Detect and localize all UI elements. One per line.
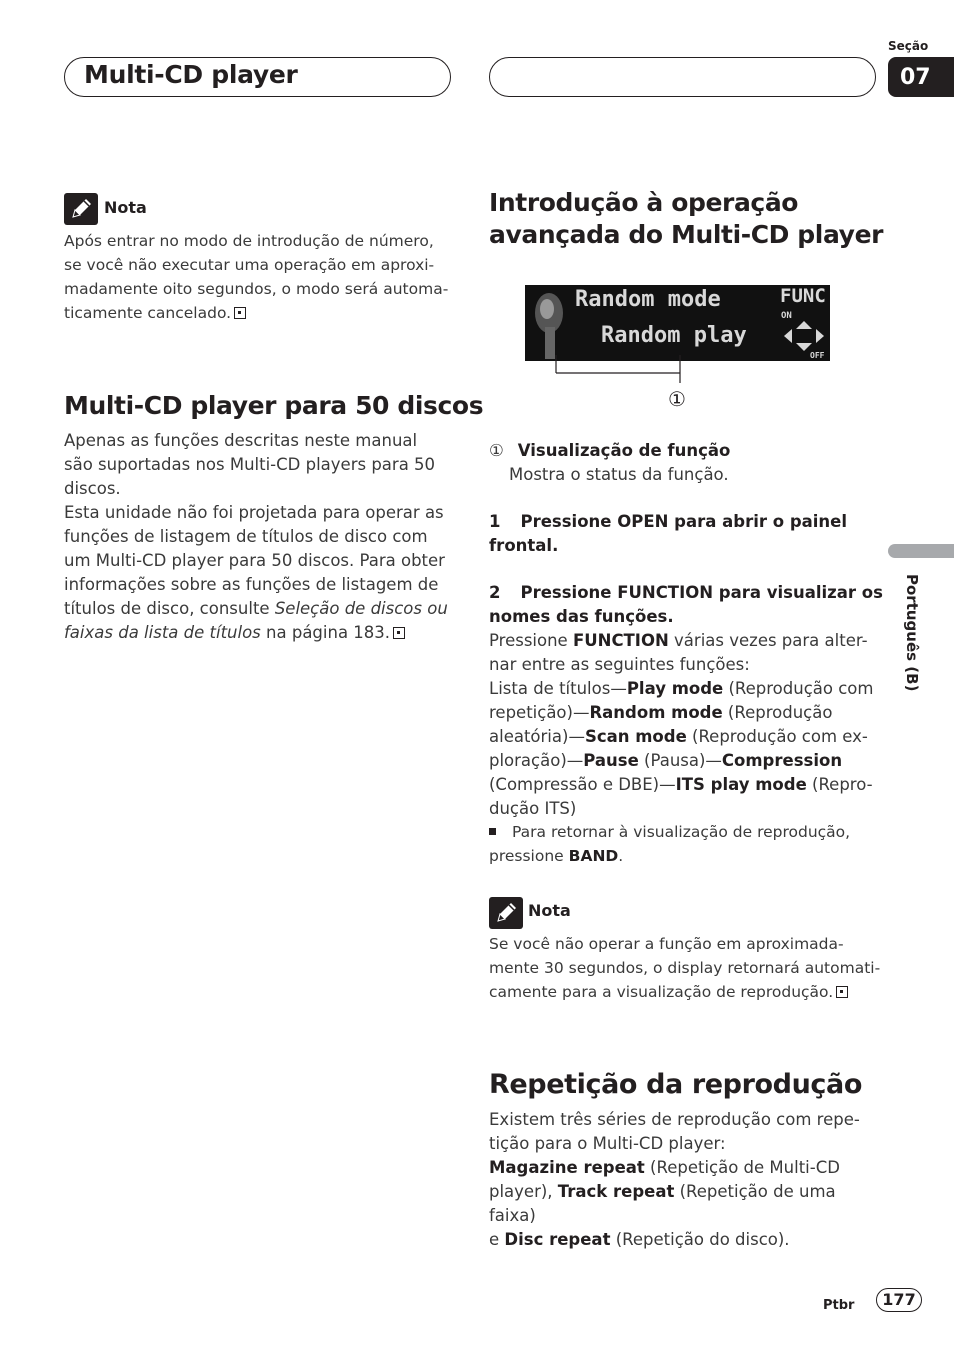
end-mark-icon	[393, 627, 405, 639]
end-mark-icon	[234, 307, 246, 319]
side-tab-marker	[888, 544, 954, 558]
section-heading-repeat: Repetição da reprodução	[489, 1069, 862, 1100]
section-number: 07	[900, 64, 931, 90]
note-pencil-icon	[64, 193, 98, 225]
display-on-label: ON	[781, 311, 792, 321]
body-line-text: na página 183.	[260, 623, 391, 642]
step-number: 2	[489, 583, 501, 602]
body-line: player), Track repeat (Repetição de uma faixa)	[489, 1182, 836, 1225]
callout-marker: ①	[668, 387, 686, 411]
body-line: Pressione FUNCTION várias vezes para alter-	[489, 631, 868, 650]
note-line: mente 30 segundos, o display retornará automati-	[489, 959, 881, 977]
body-line-text: títulos de disco, consulte	[64, 599, 275, 618]
cross-reference: Seleção de discos ou	[274, 599, 448, 618]
note-text	[64, 229, 454, 325]
note-pencil-icon	[489, 897, 523, 929]
note-line: Se você não operar a função em aproximada-	[489, 935, 844, 953]
step-line	[489, 581, 884, 605]
step-2	[489, 581, 884, 629]
body-line: dução ITS)	[489, 799, 577, 818]
bullet-line: Para retornar à visualização de reprodução,	[489, 820, 884, 844]
section-number-badge	[888, 57, 954, 97]
section-label: Seção	[888, 39, 929, 53]
legend-title: Visualização de função	[517, 441, 731, 460]
display-line-mode: Random mode	[575, 287, 721, 312]
step-text: nomes das funções.	[489, 607, 674, 626]
step-number: 1	[489, 512, 501, 531]
note-line: se você não executar uma operação em aproxi-	[64, 256, 435, 274]
page-number: 177	[876, 1288, 922, 1312]
body-line: aleatória)—Scan mode (Reprodução com ex-	[489, 727, 868, 746]
section-heading-intro	[489, 187, 883, 251]
body-line: e Disc repeat (Repetição do disco).	[489, 1230, 790, 1249]
body-line: Apenas as funções descritas neste manual	[64, 431, 418, 450]
note-line: Após entrar no modo de introdução de número,	[64, 232, 434, 250]
note-line: madamente oito segundos, o modo será automa-	[64, 280, 449, 298]
step-line	[489, 510, 884, 534]
body-line: Existem três séries de reprodução com repe-	[489, 1110, 860, 1129]
bullet-line: pressione BAND.	[489, 847, 624, 865]
body-line: Lista de títulos—Play mode (Reprodução com	[489, 679, 874, 698]
display-func-label: FUNC	[780, 285, 826, 307]
body-line: (Compressão e DBE)—ITS play mode (Repro-	[489, 775, 873, 794]
body-line: um Multi-CD player para 50 discos. Para obter	[64, 551, 445, 570]
note-label: Nota	[528, 901, 571, 920]
footer-language-code: Ptbr	[823, 1298, 855, 1313]
step-text: frontal.	[489, 536, 559, 555]
side-language-label: Português (B)	[903, 574, 921, 692]
step-text: Pressione OPEN para abrir o painel	[520, 512, 848, 531]
note-text	[489, 932, 884, 1004]
body-line: funções de listagem de títulos de disco com	[64, 527, 428, 546]
legend-marker: ①	[489, 441, 504, 460]
body-line: informações sobre as funções de listagem de	[64, 575, 439, 594]
legend-item	[489, 439, 884, 487]
note-line-text: ticamente cancelado.	[64, 304, 232, 322]
body-line	[64, 621, 459, 645]
body-line: repetição)—Random mode (Reprodução	[489, 703, 833, 722]
display-off-label: OFF	[810, 351, 825, 360]
page-header-title: Multi-CD player	[84, 60, 298, 89]
step-1	[489, 510, 884, 558]
body-line: discos.	[64, 479, 121, 498]
legend-description: Mostra o status da função.	[509, 465, 729, 484]
disc-icon	[527, 287, 567, 359]
legend-title-row	[489, 439, 884, 463]
bullet-square-icon	[489, 828, 496, 835]
heading-line: avançada do Multi-CD player	[489, 220, 884, 249]
body-line: tição para o Multi-CD player:	[489, 1134, 726, 1153]
note-line: camente para a visualização de reprodução.	[489, 980, 884, 1004]
step-2-body	[489, 629, 884, 821]
body-line: são suportadas nos Multi-CD players para 50	[64, 455, 436, 474]
display-line-value: Random play	[601, 323, 747, 348]
repeat-body	[489, 1108, 884, 1252]
body-line: Esta unidade não foi projetada para operar as	[64, 503, 444, 522]
display-arrows-icon	[780, 319, 828, 353]
cross-reference: faixas da lista de títulos	[64, 623, 261, 642]
body-line: ploração)—Pause (Pausa)—Compression	[489, 751, 843, 770]
body-line	[64, 597, 459, 621]
note-line	[64, 301, 454, 325]
section-heading-50-discs: Multi-CD player para 50 discos	[64, 391, 484, 420]
body-line: Magazine repeat (Repetição de Multi-CD	[489, 1158, 840, 1177]
heading-line: Introdução à operação	[489, 188, 799, 217]
section-50-body	[64, 429, 459, 645]
header-right-frame	[489, 57, 876, 97]
note-label: Nota	[104, 198, 147, 217]
body-line: nar entre as seguintes funções:	[489, 655, 750, 674]
callout-leader-lines	[550, 355, 690, 385]
bullet-note	[489, 820, 884, 868]
end-mark-icon	[836, 986, 848, 998]
lcd-display-illustration	[525, 285, 830, 361]
step-text: Pressione FUNCTION para visualizar os	[520, 583, 883, 602]
